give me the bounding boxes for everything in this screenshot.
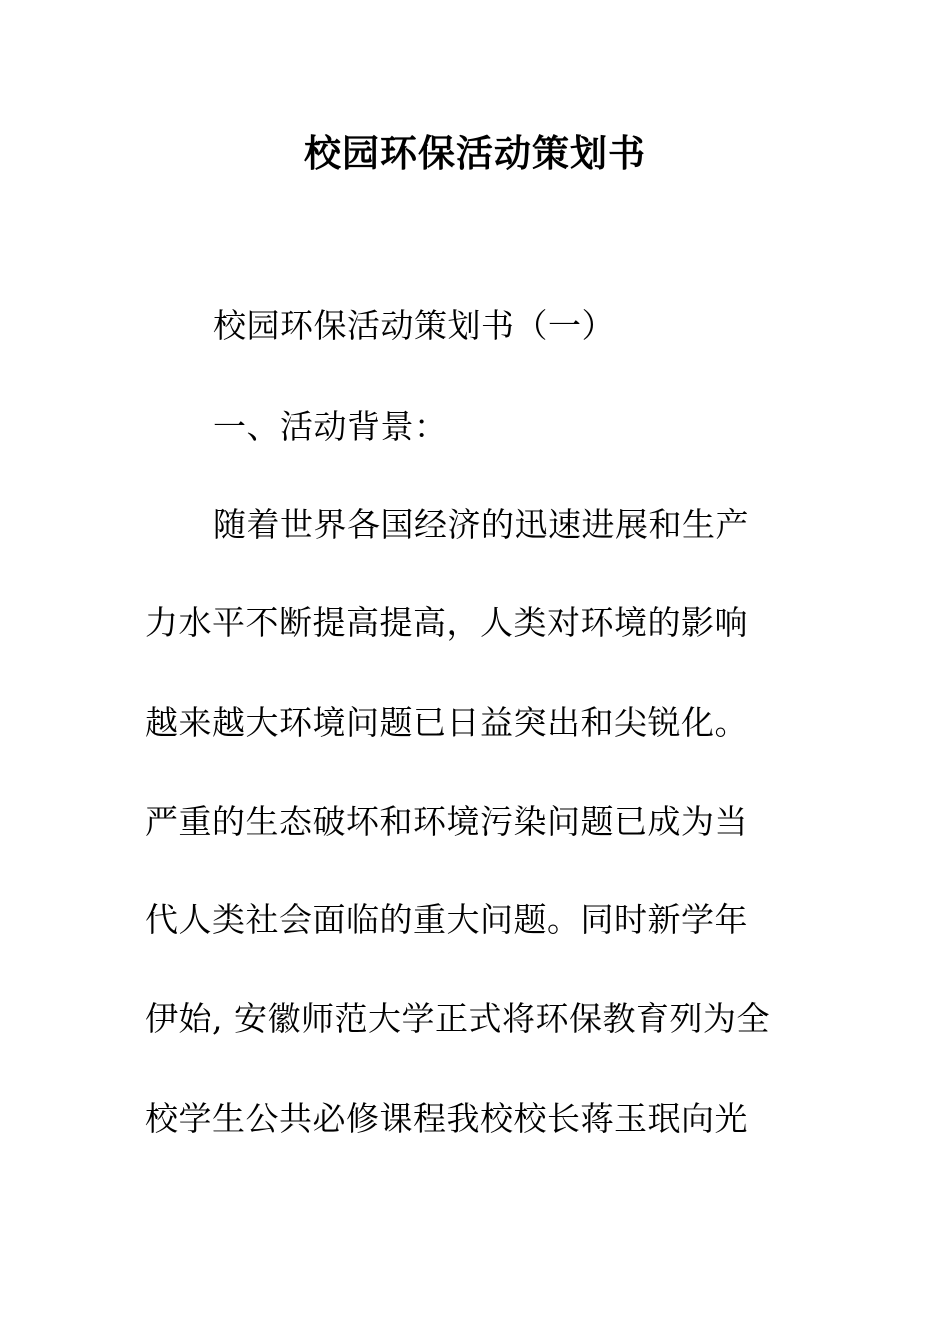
paragraph-line: 越来越大环境问题已日益突出和尖锐化。	[145, 703, 748, 742]
document-title: 校园环保活动策划书	[304, 131, 646, 175]
document-subtitle: 校园环保活动策划书（一）	[213, 306, 615, 345]
paragraph-line: 伊始, 安徽师范大学正式将环保教育列为全	[145, 999, 770, 1038]
paragraph-line: 校学生公共必修课程我校校长蒋玉珉向光	[145, 1099, 748, 1138]
paragraph-line: 力水平不断提高提高，人类对环境的影响	[145, 603, 748, 642]
paragraph-line: 严重的生态破坏和环境污染问题已成为当	[145, 802, 748, 841]
paragraph-line: 随着世界各国经济的迅速进展和生产	[213, 505, 749, 544]
section-heading: 一、活动背景：	[213, 407, 448, 446]
paragraph-line: 代人类社会面临的重大问题。同时新学年	[145, 900, 748, 939]
